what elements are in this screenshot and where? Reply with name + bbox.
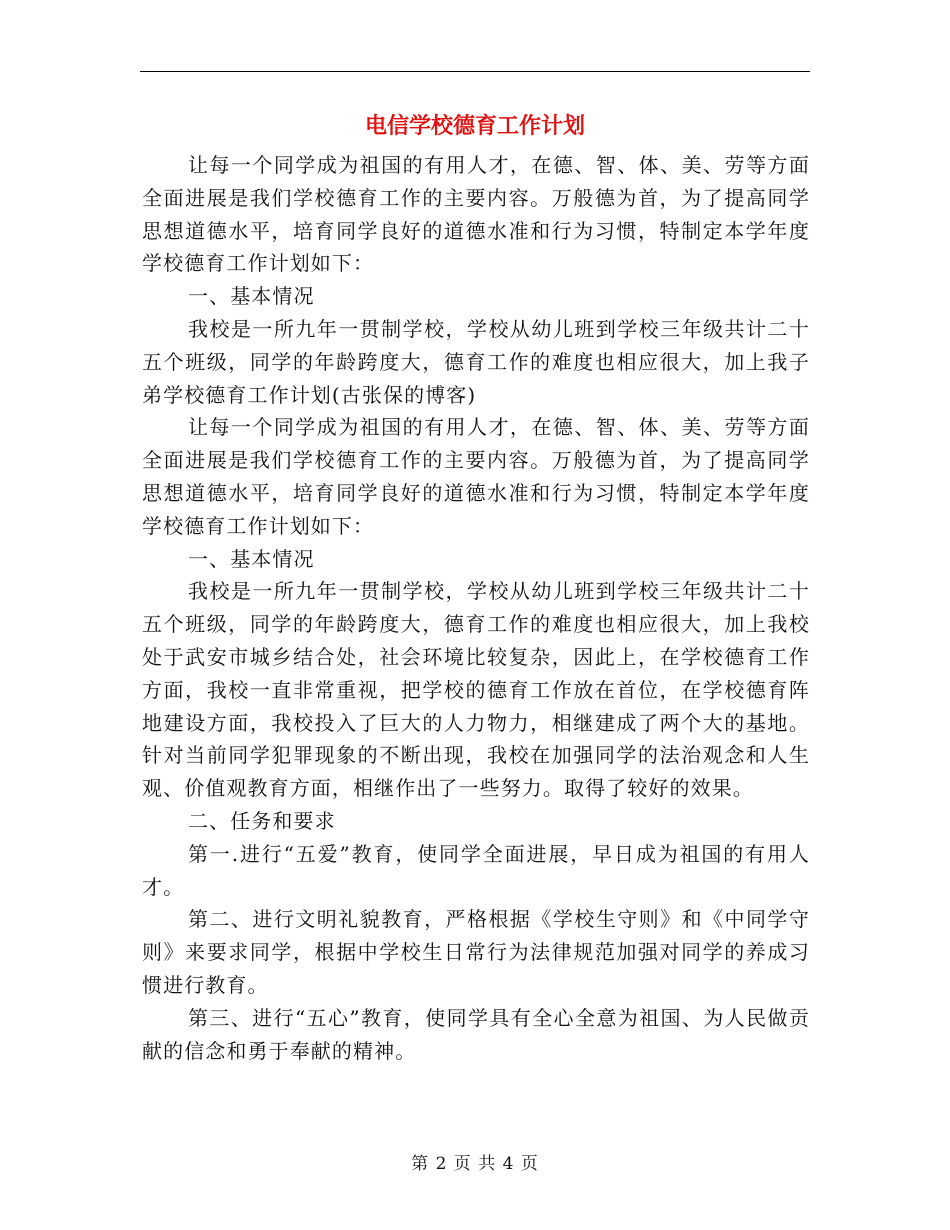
- paragraph-task-two: 第二、进行文明礼貌教育，严格根据《学校生守则》和《中同学守则》来要求同学，根据中学校生日常行为法律规范加强对同学的养成习惯进行教育。: [142, 907, 810, 997]
- paragraph-basic-situation: 我校是一所九年一贯制学校，学校从幼儿班到学校三年级共计二十五个班级，同学的年龄跨度大，德育工作的难度也相应很大，加上我子弟学校德育工作计划(古张保的博客): [142, 316, 810, 407]
- paragraph-task-three: 第三、进行“五心”教育，使同学具有全心全意为祖国、为人民做贡献的信念和勇于奉献的精神。: [142, 1005, 810, 1063]
- paragraph-intro: 让每一个同学成为祖国的有用人才，在德、智、体、美、劳等方面全面进展是我们学校德育工作的主要内容。万般德为首，为了提高同学思想道德水平，培育同学良好的道德水准和行为习惯，特制定本学年度学校德育工作计划如下：: [142, 153, 810, 276]
- paragraph-task-one: 第一.进行“五爱”教育，使同学全面进展，早日成为祖国的有用人才。: [142, 841, 810, 899]
- paragraph-intro-repeat: 让每一个同学成为祖国的有用人才，在德、智、体、美、劳等方面全面进展是我们学校德育工作的主要内容。万般德为首，为了提高同学思想道德水平，培育同学良好的道德水准和行为习惯，特制定本学年度学校德育工作计划如下：: [142, 415, 810, 538]
- section-heading-basic-situation-repeat: 一、基本情况: [188, 546, 315, 571]
- paragraph-basic-situation-full: 我校是一所九年一贯制学校，学校从幼儿班到学校三年级共计二十五个班级，同学的年龄跨度大，德育工作的难度也相应很大，加上我校处于武安市城乡结合处，社会环境比较复杂，因此上，在学校德育工作方面，我校一直非常重视，把学校的德育工作放在首位，在学校德育阵地建设方面，我校投入了巨大的人力物力，相继建成了两个大的基地。针对当前同学犯罪现象的不断出现，我校在加强同学的法治观念和人生观、价值观教育方面，相继作出了一些努力。取得了较好的效果。: [142, 579, 810, 801]
- document-body: [142, 149, 810, 1067]
- section-heading-tasks: 二、任务和要求: [188, 808, 336, 833]
- section-heading-basic-situation: 一、基本情况: [188, 284, 315, 309]
- document-title: 电信学校德育工作计划: [364, 113, 585, 139]
- header-rule: [140, 71, 810, 72]
- page-number: 第 2 页 共 4 页: [411, 1154, 539, 1174]
